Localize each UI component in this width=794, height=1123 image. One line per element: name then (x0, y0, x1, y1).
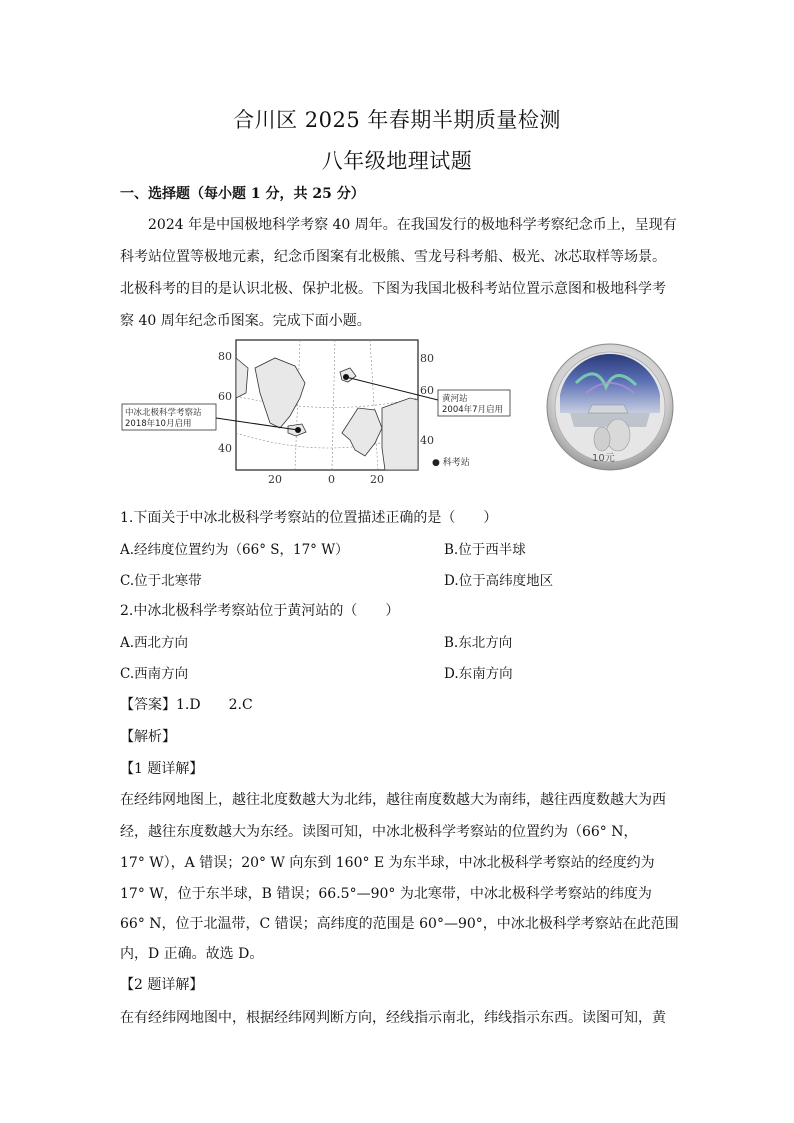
answer-label: 【答案】 (120, 697, 176, 713)
q1-detail-line-6: 内，D 正确。故选 D。 (120, 946, 264, 962)
lon-label-20-left: 20 (268, 473, 282, 486)
q1-option-b: B.位于西半球 (444, 542, 526, 558)
station1-name: 中冰北极科学考察站 (125, 408, 202, 418)
analysis-label: 【解析】 (120, 729, 176, 745)
lat-label-40-right: 40 (420, 434, 434, 447)
intro-line-2: 科考站位置等极地元素，纪念币图案有北极熊、雪龙号科考船、极光、冰芯取样等场景。 (120, 249, 666, 265)
station2-name: 黄河站 (442, 394, 468, 404)
section-heading: 一、选择题（每小题 1 分，共 25 分） (120, 186, 365, 202)
lat-label-40-left: 40 (218, 442, 232, 455)
map-legend: ● 科考站 (432, 458, 470, 468)
q2-option-c: C.西南方向 (120, 666, 189, 682)
q1-detail-line-1: 在经纬网地图上，越往北度数越大为北纬，越往南度数越大为南纬，越往西度数越大为西 (120, 792, 666, 808)
intro-line-3: 北极科考的目的是认识北极、保护北极。下图为我国北极科考站位置示意图和极地科学考 (120, 281, 666, 297)
q2-option-d: D.东南方向 (444, 666, 513, 682)
answer-row (120, 695, 676, 715)
lon-label-20-right: 20 (370, 473, 384, 486)
question-1-stem: 1.下面关于中冰北极科学考察站的位置描述正确的是（ ） (120, 510, 498, 526)
commemorative-coin (546, 343, 674, 471)
q1-detail-line-4: 17° W，位于东半球，B 错误；66.5°—90° 为北寒带，中冰北极科学考察站的纬度为 (120, 886, 652, 902)
arctic-station-map (120, 338, 504, 488)
lon-label-0: 0 (328, 473, 335, 486)
coin-denomination: 10元 (592, 453, 615, 464)
q1-detail-label: 【1 题详解】 (120, 761, 204, 777)
exam-subtitle: 八年级地理试题 (321, 149, 473, 173)
q1-detail-line-5: 66° N，位于北温带，C 错误；高纬度的范围是 60°—90°，中冰北极科学考察站在此范围 (120, 916, 679, 932)
q1-detail-line-2: 经，越往东度数越大为东经。读图可知，中冰北极科学考察站的位置约为（66° N， (120, 824, 638, 840)
lat-label-80-left: 80 (218, 350, 232, 363)
station2-date: 2004年7月启用 (442, 405, 504, 415)
q1-detail-line-3: 17° W），A 错误；20° W 向东到 160° E 为东半球，中冰北极科学考察站的经度约为 (120, 855, 655, 871)
lat-label-80-right: 80 (420, 352, 434, 365)
question-2-stem: 2.中冰北极科学考察站位于黄河站的（ ） (120, 603, 400, 619)
q1-option-d: D.位于高纬度地区 (444, 573, 554, 589)
q2-detail-line-1: 在有经纬网地图中，根据经纬网判断方向，经线指示南北，纬线指示东西。读图可知，黄 (120, 1010, 666, 1026)
q2-option-a: A.西北方向 (120, 635, 189, 651)
intro-line-4: 察 40 周年纪念币图案。完成下面小题。 (120, 313, 371, 329)
q2-option-b: B.东北方向 (444, 635, 513, 651)
q1-option-a: A.经纬度位置约为（66° S，17° W） (120, 542, 349, 558)
answer-text: 1.D 2.C (176, 697, 253, 713)
station1-date: 2018年10月启用 (125, 419, 192, 429)
intro-line-1: 2024 年是中国极地科学考察 40 周年。在我国发行的极地科学考察纪念币上，呈现有 (148, 217, 677, 233)
lat-label-60-left: 60 (218, 390, 232, 403)
exam-title: 合川区 2025 年春期半期质量检测 (233, 108, 561, 132)
q1-option-c: C.位于北寒带 (120, 573, 202, 589)
q2-detail-label: 【2 题详解】 (120, 977, 204, 993)
lat-label-60-right: 60 (420, 384, 434, 397)
